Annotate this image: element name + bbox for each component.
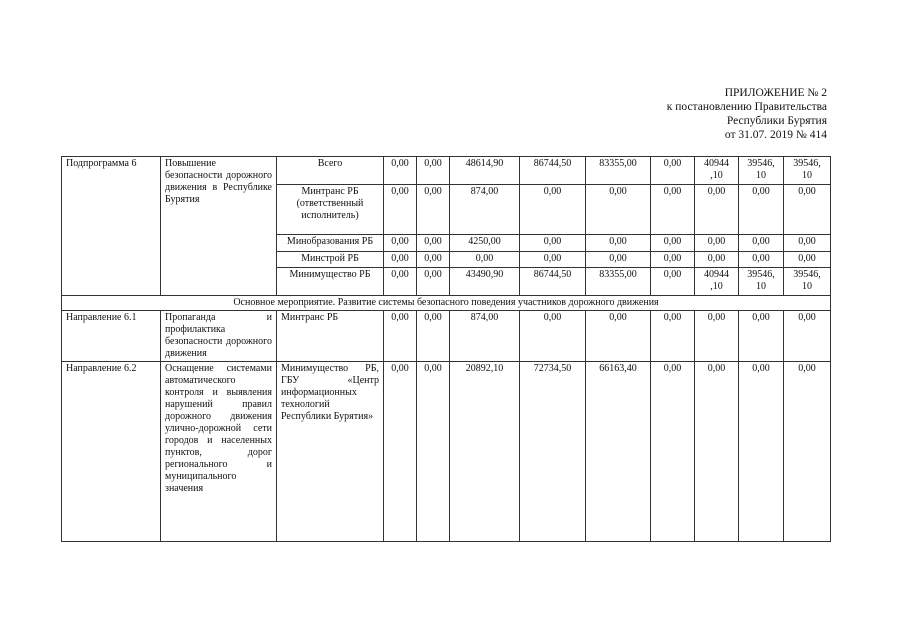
executor-cell: Минимущество РБ [277, 268, 384, 296]
value-cell: 0,00 [784, 235, 831, 252]
table-row [62, 157, 831, 185]
value-cell: 0,00 [784, 311, 831, 362]
value-cell: 0,00 [520, 252, 586, 268]
value-cell: 0,00 [384, 268, 417, 296]
value-cell: 0,00 [586, 185, 651, 235]
table-row [62, 311, 831, 362]
executor-cell: Минимущество РБ, ГБУ «Центр информационных технологий Республики Бурятия» [277, 362, 384, 542]
value-cell: 39546, 10 [784, 268, 831, 296]
value-cell: 0,00 [651, 268, 695, 296]
value-cell: 0,00 [739, 185, 784, 235]
executor-cell: Всего [277, 157, 384, 185]
value-cell: 40944 ,10 [695, 157, 739, 185]
direction-code: Направление 6.2 [62, 362, 161, 542]
value-cell: 0,00 [384, 311, 417, 362]
value-cell: 40944 ,10 [695, 268, 739, 296]
value-cell: 0,00 [417, 268, 450, 296]
executor-cell: Минтранс РБ (ответственный исполнитель) [277, 185, 384, 235]
value-cell: 0,00 [651, 311, 695, 362]
value-cell: 0,00 [384, 157, 417, 185]
value-cell: 874,00 [450, 185, 520, 235]
direction-code: Направление 6.1 [62, 311, 161, 362]
appendix-republic: Республики Бурятия [726, 115, 827, 127]
value-cell: 0,00 [520, 185, 586, 235]
value-cell: 0,00 [695, 235, 739, 252]
value-cell: 0,00 [520, 235, 586, 252]
value-cell: 0,00 [384, 235, 417, 252]
value-cell: 0,00 [651, 362, 695, 542]
executor-cell: Минстрой РБ [277, 252, 384, 268]
value-cell: 0,00 [784, 362, 831, 542]
value-cell: 0,00 [586, 235, 651, 252]
appendix-date-number: от 31.07. 2019 № 414 [724, 129, 827, 141]
value-cell: 4250,00 [450, 235, 520, 252]
executor-cell: Минтранс РБ [277, 311, 384, 362]
table-row [62, 296, 831, 311]
value-cell: 0,00 [417, 157, 450, 185]
appendix-header [667, 86, 827, 142]
value-cell: 39546, 10 [739, 157, 784, 185]
value-cell: 0,00 [695, 185, 739, 235]
value-cell: 0,00 [739, 362, 784, 542]
value-cell: 66163,40 [586, 362, 651, 542]
value-cell: 0,00 [520, 311, 586, 362]
main-event-heading: Основное мероприятие. Развитие системы безопасного поведения участников дорожного движения [62, 296, 831, 311]
value-cell: 0,00 [450, 252, 520, 268]
direction-name: Пропаганда и профилактика безопасности дорожного движения [161, 311, 277, 362]
appendix-resolution: к постановлению Правительства [666, 101, 827, 113]
value-cell: 39546, 10 [784, 157, 831, 185]
value-cell: 0,00 [384, 252, 417, 268]
value-cell: 0,00 [384, 362, 417, 542]
value-cell: 48614,90 [450, 157, 520, 185]
value-cell: 0,00 [586, 252, 651, 268]
value-cell: 0,00 [417, 252, 450, 268]
value-cell: 39546, 10 [739, 268, 784, 296]
executor-cell: Минобразования РБ [277, 235, 384, 252]
value-cell: 0,00 [417, 185, 450, 235]
value-cell: 0,00 [417, 362, 450, 542]
value-cell: 0,00 [651, 185, 695, 235]
value-cell: 43490,90 [450, 268, 520, 296]
value-cell: 0,00 [651, 252, 695, 268]
value-cell: 0,00 [651, 235, 695, 252]
value-cell: 0,00 [695, 362, 739, 542]
value-cell: 72734,50 [520, 362, 586, 542]
appendix-title: ПРИЛОЖЕНИЕ № 2 [724, 87, 827, 99]
value-cell: 0,00 [384, 185, 417, 235]
value-cell: 0,00 [739, 311, 784, 362]
value-cell: 0,00 [695, 311, 739, 362]
value-cell: 86744,50 [520, 268, 586, 296]
budget-table [61, 156, 831, 542]
value-cell: 0,00 [417, 311, 450, 362]
table-row [62, 362, 831, 542]
value-cell: 20892,10 [450, 362, 520, 542]
value-cell: 86744,50 [520, 157, 586, 185]
value-cell: 0,00 [417, 235, 450, 252]
value-cell: 0,00 [651, 157, 695, 185]
value-cell: 0,00 [784, 252, 831, 268]
value-cell: 83355,00 [586, 157, 651, 185]
value-cell: 874,00 [450, 311, 520, 362]
subprogram-name: Повышение безопасности дорожного движения в Республике Бурятия [161, 157, 277, 296]
value-cell: 0,00 [784, 185, 831, 235]
subprogram-code: Подпрограмма 6 [62, 157, 161, 296]
value-cell: 0,00 [695, 252, 739, 268]
value-cell: 0,00 [586, 311, 651, 362]
direction-name: Оснащение системами автоматического контроля и выявления нарушений правил дорожного движения улично-дорожной сети городов и населенных пунктов, дорог регионального и муниципального значения [161, 362, 277, 542]
value-cell: 0,00 [739, 235, 784, 252]
value-cell: 83355,00 [586, 268, 651, 296]
value-cell: 0,00 [739, 252, 784, 268]
